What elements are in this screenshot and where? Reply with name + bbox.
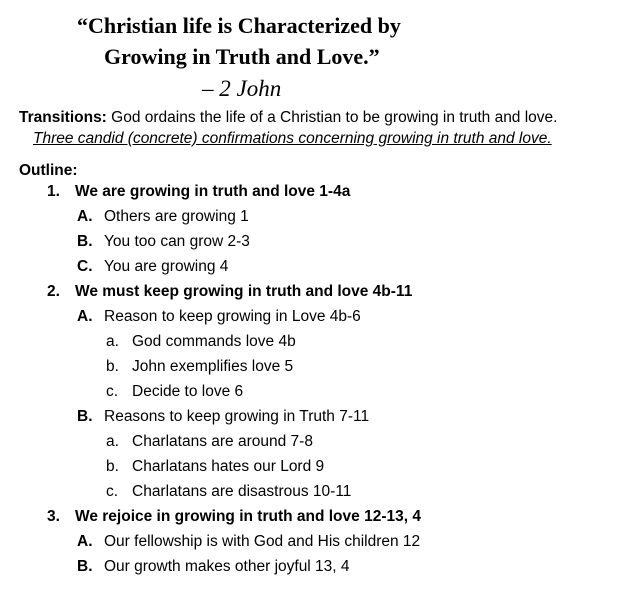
sub-marker: B. — [77, 558, 93, 575]
point-marker: 3. — [47, 508, 60, 525]
item-marker: a. — [106, 333, 119, 350]
title-scripture-reference: – 2 John — [202, 76, 282, 101]
item-marker: b. — [106, 458, 119, 475]
item-text: Charlatans are around 7-8 — [132, 433, 313, 450]
sub-marker: B. — [77, 233, 93, 250]
outline-heading: Outline: — [19, 162, 78, 179]
item-text: Charlatans are disastrous 10-11 — [132, 483, 352, 500]
sub-marker: C. — [77, 258, 93, 275]
sub-text: Others are growing 1 — [104, 208, 249, 225]
point-text: We rejoice in growing in truth and love 12-13, 4 — [75, 508, 421, 525]
item-marker: c. — [106, 383, 119, 400]
transitions-statement — [19, 107, 557, 128]
item-text: John exemplifies love 5 — [132, 358, 294, 375]
sub-text: Our fellowship is with God and His children 12 — [104, 533, 421, 550]
item-text: Decide to love 6 — [132, 383, 244, 400]
confirmations-statement: Three candid (concrete) confirmations concerning growing in truth and love. — [33, 130, 552, 147]
item-marker: a. — [106, 433, 119, 450]
sub-text: You too can grow 2-3 — [104, 233, 250, 250]
point-marker: 1. — [47, 183, 60, 200]
title-line-2: Growing in Truth and Love.” — [104, 44, 380, 69]
transitions-text: God ordains the life of a Christian to be growing in truth and love. — [106, 109, 558, 126]
item-text: God commands love 4b — [132, 333, 296, 350]
sub-marker: A. — [77, 533, 93, 550]
sub-text: You are growing 4 — [104, 258, 229, 275]
item-marker: c. — [106, 483, 119, 500]
item-marker: b. — [106, 358, 119, 375]
point-marker: 2. — [47, 283, 60, 300]
point-text: We are growing in truth and love 1-4a — [75, 183, 351, 200]
sub-marker: B. — [77, 408, 93, 425]
point-text: We must keep growing in truth and love 4b-11 — [75, 283, 413, 300]
sub-marker: A. — [77, 308, 93, 325]
title-line-1: “Christian life is Characterized by — [77, 13, 401, 38]
transitions-label: Transitions: — [19, 109, 107, 126]
item-text: Charlatans hates our Lord 9 — [132, 458, 325, 475]
sub-text: Reason to keep growing in Love 4b-6 — [104, 308, 361, 325]
sub-text: Our growth makes other joyful 13, 4 — [104, 558, 350, 575]
sub-text: Reasons to keep growing in Truth 7-11 — [104, 408, 370, 425]
sub-marker: A. — [77, 208, 93, 225]
